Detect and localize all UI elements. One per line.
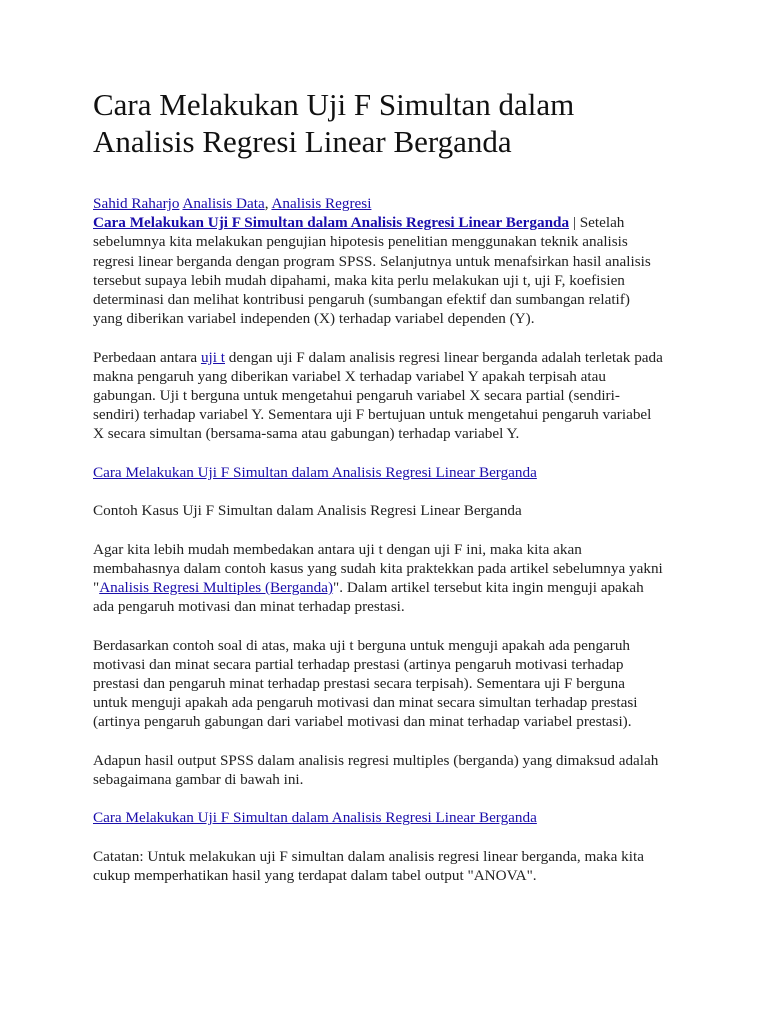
intro-paragraph [93, 213, 663, 328]
image-placeholder-2 [93, 808, 663, 827]
image-placeholder-1 [93, 463, 663, 482]
note-paragraph: Catatan: Untuk melakukan uji F simultan dalam analisis regresi linear berganda, maka kita cukup memperhatikan hasil yang terdapat dalam tabel output "ANOVA". [93, 847, 644, 884]
paragraph-4: Berdasarkan contoh soal di atas, maka uji t berguna untuk menguji apakah ada pengaruh motivasi dan minat secara partial terhadap prestasi (artinya pengaruh motivasi terhadap prestasi dan pengaruh minat terhadap prestasi secara terpisah). Sementara uji F berguna untuk menguji apakah ada pengaruh motivasi dan minat secara simultan terhadap prestasi (artinya pengaruh gabungan dari variabel motivasi dan minat terhadap variabel prestasi). [93, 636, 638, 731]
paragraph-2 [93, 348, 663, 444]
post-meta [93, 194, 663, 213]
paragraph-2-before: Perbedaan antara [93, 348, 201, 366]
paragraph-3 [93, 540, 663, 617]
image-link-2[interactable]: Cara Melakukan Uji F Simultan dalam Analisis Regresi Linear Berganda [93, 809, 537, 827]
uji-t-link[interactable]: uji t [200, 348, 225, 366]
paragraph-2-after: dengan uji F dalam analisis regresi linear berganda adalah terletak pada makna pengaruh yang diberikan variabel X terhadap variabel Y apakah terpisah atau gabungan. Uji t berguna untuk mengetahui pengaruh variabel X secara partial (sendiri-sendiri) terhadap variabel Y. Sementara uji F bertujuan untuk mengetahui pengaruh variabel X secara simultan (bersama-sama atau gabungan) terhadap variabel Y. [93, 348, 663, 443]
intro-text: Setelah sebelumnya kita melakukan pengujian hipotesis penelitian menggunakan teknik analisis regresi linear berganda dengan program SPSS. Selanjutnya untuk menafsirkan hasil analisis tersebut supaya lebih mudah dipahami, maka kita perlu melakukan uji t, uji F, koefisien determinasi dan melihat kontribusi pengaruh (sumbangan efektif dan sumbangan relatif) yang diberikan variabel independen (X) terhadap variabel dependen (Y). [93, 214, 651, 328]
meta-separator: , [264, 195, 269, 212]
paragraph-3-after: ". Dalam artikel tersebut kita ingin menguji apakah ada pengaruh motivasi dan minat terhadap prestasi. [93, 579, 644, 616]
article-self-link[interactable]: Cara Melakukan Uji F Simultan dalam Analisis Regresi Linear Berganda [93, 214, 570, 232]
author-link[interactable]: Sahid Raharjo [93, 195, 180, 212]
category-link-analisis-regresi[interactable]: Analisis Regresi [271, 195, 372, 212]
category-link-analisis-data[interactable]: Analisis Data [182, 195, 265, 212]
regresi-multiples-link[interactable]: Analisis Regresi Multiples (Berganda) [99, 579, 334, 596]
subheading: Contoh Kasus Uji F Simultan dalam Analisis Regresi Linear Berganda [93, 502, 522, 520]
paragraph-5: Adapun hasil output SPSS dalam analisis regresi multiples (berganda) yang dimaksud adalah sebagaimana gambar di bawah ini. [93, 751, 659, 788]
pipe-separator: | [569, 214, 576, 232]
image-link-1[interactable]: Cara Melakukan Uji F Simultan dalam Analisis Regresi Linear Berganda [93, 463, 537, 481]
paragraph-3-before: Agar kita lebih mudah membedakan antara uji t dengan uji F ini, maka kita akan membahasnya dalam contoh kasus yang sudah kita praktekkan pada artikel sebelumnya yakni " [93, 540, 663, 596]
page-title: Cara Melakukan Uji F Simultan dalam Analisis Regresi Linear Berganda [93, 87, 575, 159]
article [93, 86, 663, 885]
